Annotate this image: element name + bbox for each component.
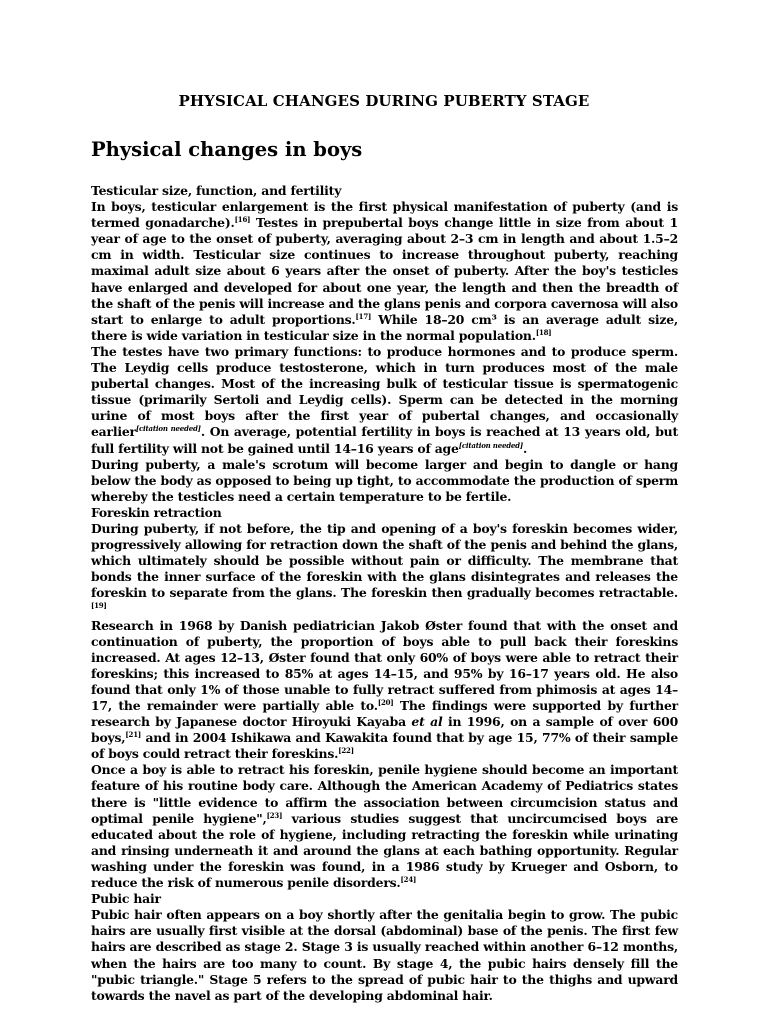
- paragraph-research: [91, 618, 678, 763]
- text-run: In boys, testicular enlargement is the first physical manifestation of puberty (and is termed gonadarche).: [91, 199, 678, 231]
- text-run: During puberty, if not before, the tip and opening of a boy's foreskin becomes wider, progressively allowing for retraction down the shaft of the penis and behind the glans, which ultimately should be possible without pain or difficulty. The membrane that bonds the inner surface of the foreskin with the glans disintegrates and releases the foreskin to separate from the glans. The foreskin then gradually becomes retractable.: [91, 520, 678, 601]
- text-run: and in 2004 Ishikawa and Kawakita found that by age 15, 77% of their sample of boys could retract their foreskins.: [91, 730, 678, 762]
- paragraph-hygiene: [91, 762, 678, 891]
- citation-needed-tag[interactable]: [citation needed]: [458, 440, 523, 450]
- subheading-foreskin: Foreskin retraction: [91, 504, 222, 520]
- text-run: .: [522, 440, 528, 456]
- section-heading: Physical changes in boys: [91, 138, 363, 161]
- paragraph-testicular-size: [91, 199, 678, 344]
- text-run: Testes in prepubertal boys change little in size from about 1 year of age to the onset of puberty, averaging about 2–3 cm in length and about 1.5–2 cm in width. Testicular size continues to increase throughout puberty, reaching maximal adult size about 6 years after the onset of puberty. After the boy's testicles have enlarged and developed for about one year, the length and then the breadth of the shaft of the penis will increase and the glans penis and corpora cavernosa will also start to enlarge to adult proportions.: [91, 215, 679, 327]
- text-run: While 18–20 cm³ is an average adult size, there is wide variation in testicular size in the normal population.: [91, 311, 678, 343]
- citation-needed-tag[interactable]: [citation needed]: [135, 424, 201, 434]
- reference-link[interactable]: [24]: [400, 874, 417, 884]
- paragraph-scrotum: During puberty, a male's scrotum will become larger and begin to dangle or hang below the body as opposed to being up tight, to accommodate the production of sperm whereby the testicles need a certain temperature to be fertile.: [91, 456, 678, 504]
- paragraph-pubic-hair: Pubic hair often appears on a boy shortly after the genitalia begin to grow. The pubic hairs are usually first visible at the dorsal (abdominal) base of the penis. The first few hairs are described as stage 2. Stage 3 is usually reached within another 6–12 months, when the hairs are too many to count. By stage 4, the pubic hairs densely fill the "pubic triangle." Stage 5 refers to the spread of pubic hair to the thighs and upward towards the navel as part of the developing abdominal hair.: [91, 907, 678, 1003]
- text-run: The findings were supported by further research by Japanese doctor Hiroyuki Kayaba: [91, 698, 678, 730]
- text-run: in 1996, on a sample of over 600 boys,: [91, 714, 678, 746]
- text-run: The testes have two primary functions: to produce hormones and to produce sperm. The Leydig cells produce testosterone, which in turn produces most of the male pubertal changes. Most of the increasing bulk of testicular tissue is spermatogenic tissue (primarily Sertoli and Leydig cells). Sperm can be detected in the morning urine of most boys after the first year of pubertal changes, and occasionally earlier: [91, 343, 678, 440]
- subheading-pubic-hair: Pubic hair: [91, 891, 161, 907]
- reference-link[interactable]: [18]: [535, 327, 552, 337]
- reference-link[interactable]: [22]: [338, 746, 354, 756]
- text-run: various studies suggest that uncircumcised boys are educated about the role of hygiene, including retracting the foreskin while urinating and rinsing underneath it and around the glans at each bathing opportunity. Regular washing under the foreskin was found, in a 1986 study by Krueger and Osborn, to reduce the risk of numerous penile disorders.: [91, 810, 678, 891]
- document-body: [91, 183, 678, 1004]
- text-run: Research in 1968 by Danish pediatrician Jakob Øster found that with the onset and continuation of puberty, the proportion of boys able to pull back their foreskins increased. At ages 12–13, Øster found that only 60% of boys were able to retract their foreskins; this increased to 85% at ages 14–15, and 95% by 16–17 years old. He also found that only 1% of those unable to fully retract suffered from phimosis at ages 14–17, the remainder were partially able to.: [91, 617, 678, 713]
- paragraph-foreskin-retraction: [91, 521, 678, 618]
- text-run: . On average, potential fertility in boys is reached at 13 years old, but full fertility will not be gained until 14–16 years of age: [91, 424, 679, 456]
- reference-link[interactable]: [23]: [266, 810, 283, 820]
- text-run: Once a boy is able to retract his foreskin, penile hygiene should become an important feature of his routine body care. Although the American Academy of Pediatrics states there is "little evidence to affirm the association between circumcision status and optimal penile hygiene",: [91, 762, 678, 826]
- text-run-italic: et al: [411, 714, 443, 730]
- reference-link[interactable]: [20]: [377, 697, 394, 707]
- reference-link[interactable]: [17]: [355, 311, 372, 321]
- document-title: PHYSICAL CHANGES DURING PUBERTY STAGE: [178, 92, 590, 110]
- paragraph-testes-functions: [91, 344, 678, 457]
- subheading-testicular: Testicular size, function, and fertility: [91, 183, 342, 198]
- reference-link[interactable]: [21]: [125, 730, 141, 740]
- reference-link[interactable]: [19]: [91, 601, 107, 611]
- reference-link[interactable]: [16]: [234, 215, 251, 225]
